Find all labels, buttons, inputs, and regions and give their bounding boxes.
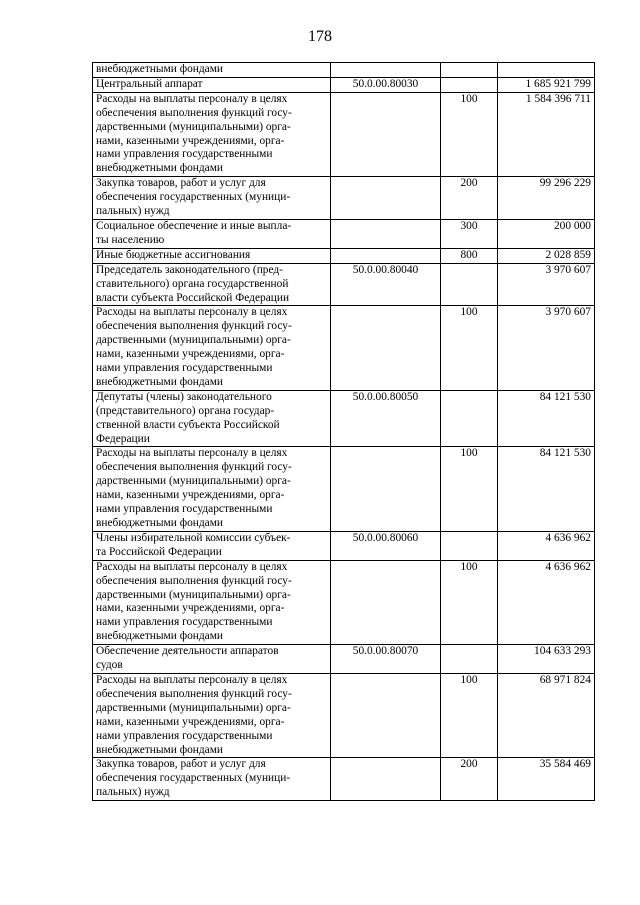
table-row (93, 531, 595, 560)
target-article-cell: 50.0.00.80040 (331, 263, 441, 306)
table-row (93, 447, 595, 531)
item-name-line: обеспечения выполнения функций госу- (96, 461, 292, 474)
amount-cell: 2 028 859 (498, 248, 595, 263)
item-name-cell (93, 263, 331, 306)
item-name-cell (93, 673, 331, 757)
item-name-line: (представительного) органа государ- (96, 404, 275, 417)
item-name-line: дарственными (муниципальными) орга- (96, 475, 291, 488)
budget-table-body (93, 63, 595, 801)
item-name-line: нами управления государственными (96, 362, 273, 375)
amount-cell: 4 636 962 (498, 560, 595, 644)
expense-type-cell: 100 (441, 560, 498, 644)
item-name-line: судов (96, 659, 123, 672)
target-article-cell: 50.0.00.80070 (331, 645, 441, 674)
table-row (93, 248, 595, 263)
item-name-line: Расходы на выплаты персоналу в целях (96, 92, 288, 105)
expense-type-cell (441, 645, 498, 674)
table-row (93, 673, 595, 757)
target-article-cell (331, 758, 441, 801)
item-name-cell (93, 645, 331, 674)
item-name-line: обеспечения государственных (муници- (96, 772, 291, 785)
target-article-cell (331, 673, 441, 757)
amount-cell: 68 971 824 (498, 673, 595, 757)
expense-type-cell: 100 (441, 306, 498, 390)
item-name-line: Члены избирательной комиссии субъек- (96, 531, 291, 544)
target-article-cell: 50.0.00.80030 (331, 77, 441, 92)
item-name-line: Закупка товаров, работ и услуг для (96, 758, 266, 771)
item-name-line: обеспечения выполнения функций госу- (96, 106, 292, 119)
item-name-line: нами, казенными учреждениями, орга- (96, 348, 285, 361)
target-article-cell (331, 447, 441, 531)
item-name-line: та Российской Федерации (96, 545, 222, 558)
expense-type-cell: 300 (441, 219, 498, 248)
item-name-line: обеспечения выполнения функций госу- (96, 687, 292, 700)
item-name-cell (93, 447, 331, 531)
table-row (93, 219, 595, 248)
item-name-line: власти субъекта Российской Федерации (96, 291, 290, 304)
table-row (93, 77, 595, 92)
amount-cell: 1 584 396 711 (498, 92, 595, 176)
table-row (93, 177, 595, 220)
item-name-line: обеспечения выполнения функций госу- (96, 574, 292, 587)
page-number: 178 (308, 28, 332, 45)
expense-type-cell: 100 (441, 447, 498, 531)
item-name-cell (93, 758, 331, 801)
item-name-line: дарственными (муниципальными) орга- (96, 334, 291, 347)
table-row (93, 92, 595, 176)
item-name-line: нами, казенными учреждениями, орга- (96, 602, 285, 615)
amount-cell: 84 121 530 (498, 390, 595, 447)
amount-cell: 35 584 469 (498, 758, 595, 801)
item-name-cell (93, 92, 331, 176)
item-name-line: Расходы на выплаты персоналу в целях (96, 673, 288, 686)
expense-type-cell (441, 63, 498, 78)
item-name-line: внебюджетными фондами (96, 743, 224, 756)
item-name-line: Социальное обеспечение и иные выпла- (96, 219, 292, 232)
expense-type-cell: 800 (441, 248, 498, 263)
target-article-cell (331, 177, 441, 220)
item-name-cell (93, 77, 331, 92)
item-name-line: Расходы на выплаты персоналу в целях (96, 560, 288, 573)
table-row (93, 63, 595, 78)
table-row (93, 645, 595, 674)
item-name-line: Расходы на выплаты персоналу в целях (96, 447, 288, 460)
target-article-cell (331, 219, 441, 248)
item-name-line: нами, казенными учреждениями, орга- (96, 715, 285, 728)
amount-cell: 99 296 229 (498, 177, 595, 220)
item-name-line: Депутаты (члены) законодательного (96, 390, 272, 403)
amount-cell: 4 636 962 (498, 531, 595, 560)
target-article-cell: 50.0.00.80060 (331, 531, 441, 560)
amount-cell: 84 121 530 (498, 447, 595, 531)
expense-type-cell (441, 263, 498, 306)
expense-type-cell: 200 (441, 758, 498, 801)
item-name-line: внебюджетными фондами (96, 63, 224, 75)
budget-table (92, 62, 595, 801)
table-row (93, 263, 595, 306)
expense-type-cell: 200 (441, 177, 498, 220)
item-name-line: обеспечения выполнения функций госу- (96, 320, 292, 333)
item-name-line: пальных) нужд (96, 205, 170, 218)
target-article-cell (331, 248, 441, 263)
item-name-line: ственной власти субъекта Российской (96, 418, 280, 431)
item-name-line: Федерации (96, 432, 150, 445)
item-name-line: внебюджетными фондами (96, 162, 224, 175)
item-name-line: внебюджетными фондами (96, 375, 224, 388)
item-name-line: нами, казенными учреждениями, орга- (96, 134, 285, 147)
item-name-line: Обеспечение деятельности аппаратов (96, 645, 279, 658)
item-name-cell (93, 531, 331, 560)
item-name-line: пальных) нужд (96, 786, 170, 799)
item-name-line: нами, казенными учреждениями, орга- (96, 489, 285, 502)
item-name-line: нами управления государственными (96, 503, 273, 516)
item-name-line: ставительного) органа государственной (96, 277, 289, 290)
table-row (93, 560, 595, 644)
amount-cell: 104 633 293 (498, 645, 595, 674)
item-name-line: Иные бюджетные ассигнования (96, 248, 251, 261)
item-name-line: Председатель законодательного (пред- (96, 263, 283, 276)
target-article-cell (331, 63, 441, 78)
table-row (93, 306, 595, 390)
item-name-line: нами управления государственными (96, 729, 273, 742)
item-name-line: внебюджетными фондами (96, 517, 224, 529)
item-name-line: ты населению (96, 233, 165, 246)
table-row (93, 390, 595, 447)
amount-cell: 3 970 607 (498, 306, 595, 390)
item-name-line: обеспечения государственных (муници- (96, 191, 291, 204)
expense-type-cell (441, 77, 498, 92)
item-name-cell (93, 306, 331, 390)
item-name-cell (93, 63, 331, 78)
item-name-line: дарственными (муниципальными) орга- (96, 588, 291, 601)
item-name-line: Расходы на выплаты персоналу в целях (96, 306, 288, 319)
item-name-line: нами управления государственными (96, 616, 273, 629)
item-name-cell (93, 219, 331, 248)
target-article-cell (331, 92, 441, 176)
item-name-cell (93, 177, 331, 220)
item-name-line: внебюджетными фондами (96, 630, 224, 643)
item-name-line: Закупка товаров, работ и услуг для (96, 177, 266, 190)
target-article-cell (331, 306, 441, 390)
expense-type-cell (441, 531, 498, 560)
item-name-cell (93, 248, 331, 263)
expense-type-cell (441, 390, 498, 447)
item-name-line: нами управления государственными (96, 148, 273, 161)
item-name-line: дарственными (муниципальными) орга- (96, 120, 291, 133)
amount-cell (498, 63, 595, 78)
expense-type-cell: 100 (441, 673, 498, 757)
target-article-cell (331, 560, 441, 644)
item-name-line: дарственными (муниципальными) орга- (96, 701, 291, 714)
amount-cell: 3 970 607 (498, 263, 595, 306)
amount-cell: 200 000 (498, 219, 595, 248)
expense-type-cell: 100 (441, 92, 498, 176)
item-name-line: Центральный аппарат (96, 77, 203, 90)
amount-cell: 1 685 921 799 (498, 77, 595, 92)
item-name-cell (93, 390, 331, 447)
target-article-cell: 50.0.00.80050 (331, 390, 441, 447)
table-row (93, 758, 595, 801)
item-name-cell (93, 560, 331, 644)
